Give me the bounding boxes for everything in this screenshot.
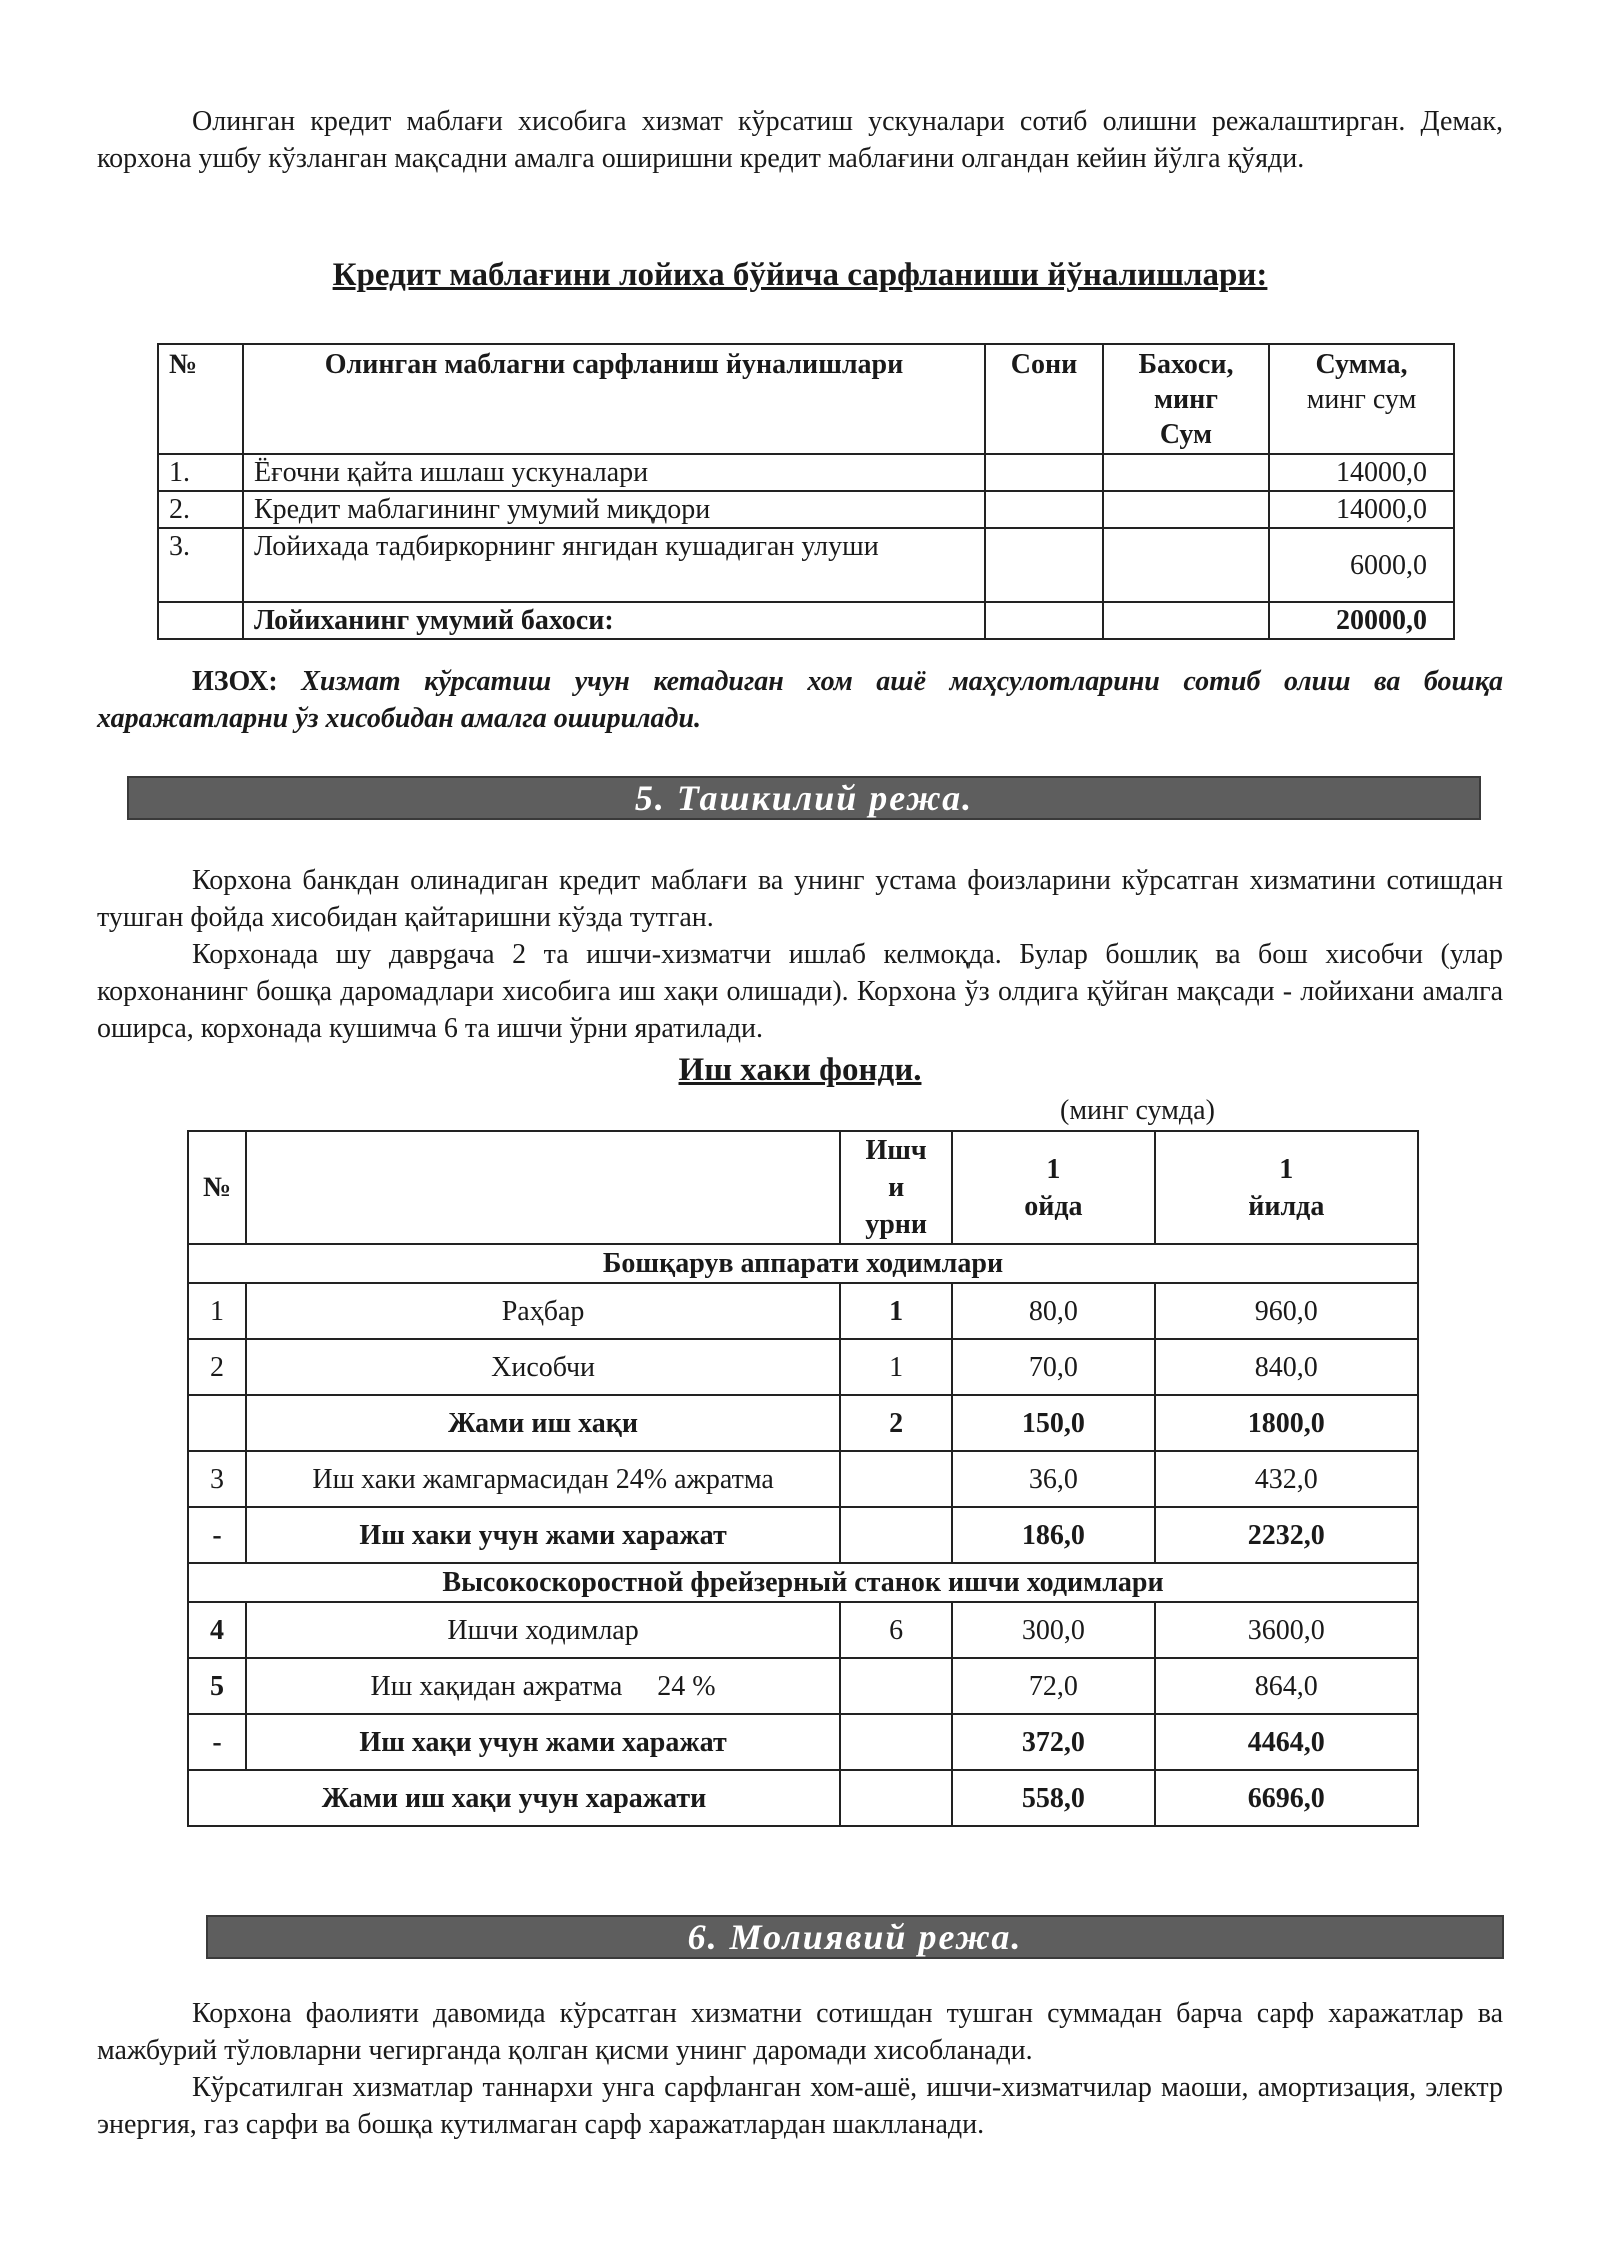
header-jobs: Ишч и урни <box>840 1131 952 1244</box>
row-qty <box>985 528 1103 602</box>
header-name <box>246 1131 840 1244</box>
table-header-row <box>188 1131 1418 1244</box>
table-row: 5 Иш хақидан ажратма 24 % 72,0 864,0 <box>188 1658 1418 1714</box>
header-price-line2: минг <box>1153 384 1219 415</box>
grand-total-row <box>188 1770 1418 1826</box>
row-num: 3. <box>158 528 243 602</box>
table-row: 1 Раҳбар 1 80,0 960,0 <box>188 1283 1418 1339</box>
row-price <box>1103 491 1269 528</box>
table-row <box>158 491 1454 528</box>
header-month: 1 ойда <box>952 1131 1154 1244</box>
table-row <box>158 454 1454 491</box>
group-header-row <box>188 1563 1418 1602</box>
wage-section-title: Иш хаки фонди. <box>678 1052 922 1088</box>
header-sum-line1: Сумма, <box>1315 349 1408 380</box>
header-qty: Сони <box>985 344 1103 454</box>
grand-total-year: 6696,0 <box>1155 1770 1418 1826</box>
subtotal-row: - Иш хаки учун жами харажат 186,0 2232,0 <box>188 1507 1418 1563</box>
total-label: Лойиханинг умумий бахоси: <box>243 602 985 639</box>
row-num: 1. <box>158 454 243 491</box>
table-row <box>158 528 1454 602</box>
table-header-row <box>158 344 1454 454</box>
row-direction: Ёғочни қайта ишлаш ускуналари <box>243 454 985 491</box>
credit-allocation-table <box>157 343 1455 640</box>
section5-para1: Корхона банкдан олинадиган кредит маблағи ва унинг устама фоизларини кўрсатган хизматини сотишдан тушган фойда хисобидан қайтаришни кўзда тутган. <box>97 865 1503 933</box>
header-num: № <box>158 344 243 454</box>
row-sum: 6000,0 <box>1269 528 1454 602</box>
group-header-row <box>188 1244 1418 1283</box>
note-paragraph <box>97 663 1503 737</box>
header-year: 1 йилда <box>1155 1131 1418 1244</box>
subtotal-row: - Иш хақи учун жами харажат 372,0 4464,0 <box>188 1714 1418 1770</box>
table-row: 2 Хисобчи 1 70,0 840,0 <box>188 1339 1418 1395</box>
section5-title-bar: 5. Ташкилий режа. <box>127 776 1481 820</box>
subtotal-row: Жами иш хақи 2 150,0 1800,0 <box>188 1395 1418 1451</box>
row-direction: Лойихада тадбиркорнинг янгидан кушадиган улуши <box>243 528 985 602</box>
row-price <box>1103 454 1269 491</box>
row-num: 2. <box>158 491 243 528</box>
row-sum: 14000,0 <box>1269 454 1454 491</box>
header-sum-line2: минг сум <box>1306 384 1417 415</box>
header-price-line1: Бахоси, <box>1138 349 1234 380</box>
table-row: 3 Иш хаки жамгармасидан 24% ажратма 36,0 432,0 <box>188 1451 1418 1507</box>
intro-paragraph: Олинган кредит маблағи хисобига хизмат кўрсатиш ускуналари сотиб олишни режалаштирган. Демак, корхона ушбу кўзланган мақсадни амалга оширишни кредит маблағини олгандан кейин йўлга қўяди. <box>97 106 1503 174</box>
header-sum <box>1269 344 1454 454</box>
wage-fund-table <box>187 1130 1419 1827</box>
section6-title-bar: 6. Молиявий режа. <box>206 1915 1504 1959</box>
header-num: № <box>188 1131 246 1244</box>
header-price <box>1103 344 1269 454</box>
credit-section-title: Кредит маблағини лойиха бўйича сарфланиши йўналишлари: <box>332 257 1268 293</box>
header-direction: Олинган маблагни сарфланиш йуналишлари <box>243 344 985 454</box>
row-qty <box>985 454 1103 491</box>
row-sum: 14000,0 <box>1269 491 1454 528</box>
header-price-line3: Сум <box>1159 419 1213 450</box>
section6-para1: Корхона фаолияти давомида кўрсатган хизматни сотишдан тушган суммадан барча сарф харажатлар ва мажбурий тўловларни чегирганда қолган қисми унинг даромади хисобланади. <box>97 1998 1503 2066</box>
group1-title: Бошқарув аппарати ходимлари <box>188 1244 1418 1283</box>
group2-title: Высокоскоростной фрейзерный станок ишчи ходимлари <box>188 1563 1418 1602</box>
table-row: 4 Ишчи ходимлар 6 300,0 3600,0 <box>188 1602 1418 1658</box>
total-sum: 20000,0 <box>1269 602 1454 639</box>
note-label: ИЗОХ: <box>192 666 278 697</box>
row-qty <box>985 491 1103 528</box>
section5-para2: Корхонада шу даврgача 2 та ишчи-хизматчи ишлаб келмоқда. Булар бошлиқ ва бош хисобчи (улар корхонанинг бошқа даромадлари хисобига иш хақи олишади). Корхона ўз олдига қўйган мақсади - лойихани амалга оширса, корхонада кушимча 6 та ишчи ўрни яратилади. <box>97 939 1503 1044</box>
row-price <box>1103 528 1269 602</box>
section6-para2: Кўрсатилган хизматлар таннархи унга сарфланган хом-ашё, ишчи-хизматчилар маоши, амортизация, электр энергия, газ сарфи ва бошқа кутилмаган сарф харажатлардан шаклланади. <box>97 2072 1503 2140</box>
grand-total-label: Жами иш хақи учун харажати <box>188 1770 840 1826</box>
row-direction: Кредит маблагининг умумий миқдори <box>243 491 985 528</box>
total-row <box>158 602 1454 639</box>
note-text: Хизмат кўрсатиш учун кетадиган хом ашё маҳсулотларини сотиб олиш ва бошқа харажатларни ўз хисобидан амалга оширилади. <box>97 666 1504 734</box>
grand-total-month: 558,0 <box>952 1770 1154 1826</box>
units-note: (минг сумда) <box>1060 1095 1215 1126</box>
